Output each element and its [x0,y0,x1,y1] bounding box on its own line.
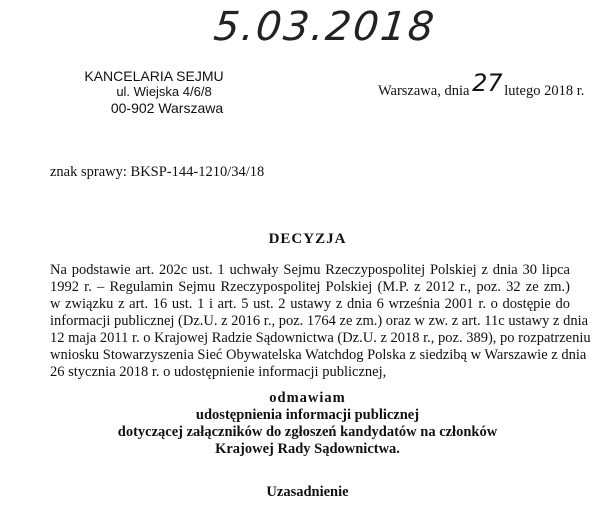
case-reference: znak sprawy: BKSP-144-1210/34/18 [50,164,265,180]
decision-block [0,390,615,458]
body-line: 1992 r. – Regulamin Sejmu Rzeczypospolitej Polskiej (M.P. z 2012 r., poz. 32 ze zm.) [50,279,570,295]
decision-line: Krajowej Rady Sądownictwa. [215,441,400,457]
sender-name: KANCELARIA SEJMU [84,68,224,84]
body-line: w związku z art. 16 ust. 1 i art. 5 ust. 2 ustawy z dnia 6 września 2001 r. o dostępie do [50,296,570,312]
place-date [378,69,585,101]
handwritten-date: 5.03.2018 [211,4,438,50]
decision-line: dotyczącej załączników do zgłoszeń kandydatów na członków [117,424,498,440]
body-paragraph [50,262,591,381]
document-title: DECYZJA [268,231,347,247]
decision-line: udostępnienia informacji publicznej [195,407,420,423]
justification-heading: Uzasadnienie [266,484,349,500]
body-line: 12 maja 2011 r. o Krajowej Radzie Sądownictwa (Dz.U. z 2018 r., poz. 389), po rozpatrzeniu [50,330,591,346]
body-line: 26 stycznia 2018 r. o udostępnienie informacji publicznej, [50,364,387,380]
body-line: Na podstawie art. 202c ust. 1 uchwały Sejmu Rzeczypospolitej Polskiej z dnia 30 lipca [50,262,570,278]
place-date-suffix: lutego 2018 r. [504,83,585,99]
sender-city: 00-902 Warszawa [110,100,224,116]
place-date-prefix: Warszawa, dnia [378,83,470,99]
decision-line: odmawiam [269,390,346,406]
body-line: wniosku Stowarzyszenia Sieć Obywatelska Watchdog Polska z siedzibą w Warszawie z dnia [50,347,587,363]
sender-street: ul. Wiejska 4/6/8 [116,84,212,99]
sender-block [64,68,244,116]
body-line: informacji publicznej (Dz.U. z 2016 r., poz. 1764 ze zm.) oraz w zw. z art. 11c ustawy z dnia [50,313,589,329]
handwritten-day: 27 [472,69,503,97]
